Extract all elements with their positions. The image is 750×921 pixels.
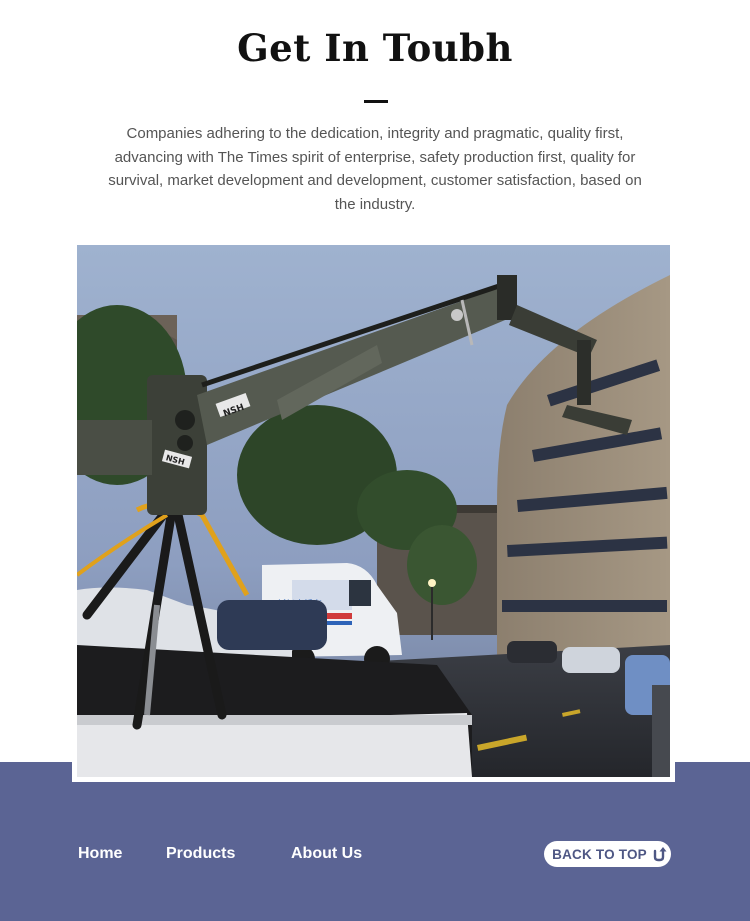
crane-photo xyxy=(77,245,670,777)
nav-about-us-link[interactable]: About Us xyxy=(291,845,363,862)
back-to-top-button[interactable] xyxy=(544,841,671,867)
crane-brand-plate: NSH xyxy=(222,402,246,420)
page-title: Get In Toubh xyxy=(237,26,513,70)
back-to-top-label: BACK TO TOP xyxy=(552,846,647,862)
crane-photo-frame xyxy=(72,244,675,782)
nav-home-link[interactable]: Home xyxy=(78,845,123,862)
intro-paragraph: Companies adhering to the dedication, integrity and pragmatic, quality first, advancing with The Times spirit of enterprise, safety production first, quality for survival, market development and development, customer satisfaction, based on the industry. xyxy=(108,125,642,213)
crane-brand-plate-lower: NSH xyxy=(164,453,186,467)
arrow-up-return-icon xyxy=(651,846,667,862)
title-divider xyxy=(364,100,388,103)
nav-products-link[interactable]: Products xyxy=(166,845,236,862)
